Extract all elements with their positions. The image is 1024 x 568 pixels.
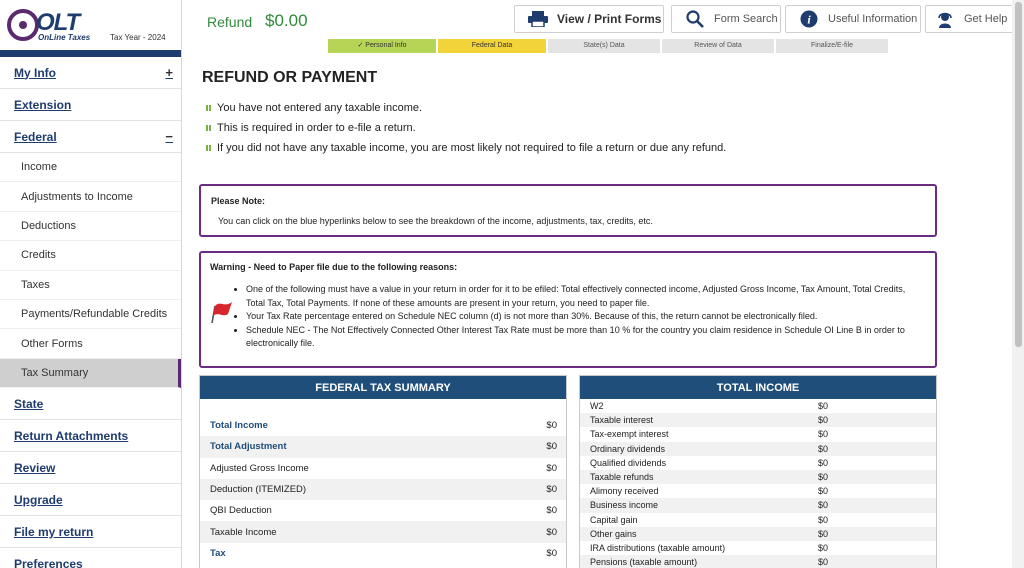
row-value: $0 <box>546 462 557 474</box>
bullet-text: This is required in order to e-file a return. <box>217 122 416 134</box>
sidebar-subitem-payments[interactable]: Payments/Refundable Credits <box>0 300 181 329</box>
sidebar-item-label: Upgrade <box>14 492 63 507</box>
tax-link[interactable]: Tax <box>210 547 226 559</box>
sidebar-item-federal[interactable] <box>0 121 181 153</box>
sidebar-subitem-other-forms[interactable]: Other Forms <box>0 329 181 358</box>
row-label: Capital gain <box>590 514 638 525</box>
total-income-panel <box>579 375 937 568</box>
row-label: Business income <box>590 500 659 511</box>
row-label: Taxable Income <box>210 526 277 538</box>
useful-information-label: Useful Information <box>828 13 918 25</box>
warning-title: Warning - Need to Paper file due to the following reasons: <box>210 262 458 272</box>
row-value: $0 <box>546 420 557 432</box>
sidebar-item-label: Extension <box>14 97 72 112</box>
step-finalize-efile[interactable]: Finalize/E-file <box>776 39 888 53</box>
sidebar-subitem-income[interactable]: Income <box>0 153 181 182</box>
row-value: $0 <box>818 557 829 568</box>
table-row <box>580 513 936 527</box>
sidebar-item-state[interactable] <box>0 388 181 420</box>
sidebar-item-label: File my return <box>14 524 94 539</box>
table-row <box>200 458 566 479</box>
total-adjustment-link[interactable]: Total Adjustment <box>210 441 287 453</box>
logo[interactable] <box>0 0 181 50</box>
page-scrollbar[interactable] <box>1012 0 1024 568</box>
sidebar-subitem-tax-summary[interactable]: Tax Summary <box>0 359 181 388</box>
bullet-text: If you did not have any taxable income, you are most likely not required to file a return or due any refund. <box>217 142 727 154</box>
row-label: Alimony received <box>590 486 659 497</box>
row-value: $0 <box>818 528 829 539</box>
table-row <box>580 456 936 470</box>
total-income-title: TOTAL INCOME <box>580 376 936 399</box>
row-value: $0 <box>546 441 557 453</box>
step-federal-data[interactable]: Federal Data <box>438 39 546 53</box>
warning-item: • One of the following must have a value in your return in order for it to be efiled: Total effectively connected income, Adjusted Gross Income, Tax Amount, Total Credits, Total Tax, Total Payments. If none of these amounts are present in your return, you need to paper file. <box>246 283 926 310</box>
sidebar-item-file-my-return[interactable] <box>0 516 181 548</box>
row-label: Tax-exempt interest <box>590 429 669 440</box>
row-label: Pensions (taxable amount) <box>590 557 698 568</box>
sidebar-item-extension[interactable] <box>0 89 181 121</box>
progress-steps <box>328 39 890 53</box>
sidebar-item-label: My Info <box>14 65 56 80</box>
table-row <box>200 479 566 500</box>
table-row <box>580 413 936 427</box>
sidebar-item-my-info[interactable] <box>0 57 181 89</box>
row-value: $0 <box>818 401 829 412</box>
row-label: IRA distributions (taxable amount) <box>590 542 726 553</box>
row-value: $0 <box>818 486 829 497</box>
row-value: $0 <box>546 547 557 559</box>
refund-label: Refund <box>207 14 253 30</box>
search-icon <box>684 11 706 27</box>
bullet-icon <box>206 145 212 151</box>
expand-icon[interactable]: + <box>165 65 173 80</box>
warning-list <box>236 283 926 351</box>
sidebar <box>0 0 182 568</box>
row-label: Taxable refunds <box>590 472 654 483</box>
sidebar-subitem-credits[interactable]: Credits <box>0 241 181 270</box>
row-label: W2 <box>590 401 604 412</box>
table-row <box>580 527 936 541</box>
printer-icon <box>527 11 549 27</box>
step-state-data[interactable]: State(s) Data <box>548 39 660 53</box>
logo-mark <box>7 9 39 41</box>
svg-text:i: i <box>807 12 811 27</box>
logo-divider-bar <box>0 50 181 57</box>
sidebar-item-label: Review <box>14 460 56 475</box>
table-row <box>580 555 936 568</box>
row-value: $0 <box>546 505 557 517</box>
warning-item: • Your Tax Rate percentage entered on Schedule NEC column (d) is not more than 30%. Because of this, the return cannot be electronically filed. <box>246 310 926 324</box>
useful-information-button[interactable] <box>785 5 921 33</box>
sidebar-item-label: Preferences <box>14 556 83 568</box>
info-bullet <box>206 122 416 134</box>
sidebar-item-label: Federal <box>14 129 57 144</box>
step-personal-info[interactable]: ✓ Personal Info <box>328 39 436 53</box>
sidebar-subitem-adjustments[interactable]: Adjustments to Income <box>0 182 181 211</box>
row-label: Other gains <box>590 528 637 539</box>
bullet-text: You have not entered any taxable income. <box>217 102 423 114</box>
support-agent-icon <box>934 11 956 27</box>
refund-amount: $0.00 <box>265 11 308 30</box>
row-label: Deduction (ITEMIZED) <box>210 484 307 496</box>
collapse-icon[interactable]: − <box>165 129 173 144</box>
sidebar-item-label: State <box>14 396 44 411</box>
sidebar-item-review[interactable] <box>0 452 181 484</box>
row-value: $0 <box>818 429 829 440</box>
bullet-icon <box>206 125 212 131</box>
logo-subtitle: OnLine Taxes <box>38 33 91 42</box>
row-value: $0 <box>818 415 829 426</box>
view-print-forms-label: View / Print Forms <box>557 12 662 26</box>
row-value: $0 <box>818 514 829 525</box>
row-value: $0 <box>818 457 829 468</box>
table-row <box>200 521 566 542</box>
table-row <box>200 543 566 564</box>
table-row <box>580 484 936 498</box>
table-row <box>580 541 936 555</box>
row-label: Ordinary dividends <box>590 443 666 454</box>
row-value: $0 <box>818 500 829 511</box>
please-note-box <box>199 184 937 237</box>
row-value: $0 <box>818 472 829 483</box>
get-help-label: Get Help <box>964 13 1008 25</box>
row-label: QBI Deduction <box>210 505 272 517</box>
row-value: $0 <box>818 443 829 454</box>
view-print-forms-button[interactable] <box>514 5 664 33</box>
sidebar-item-upgrade[interactable] <box>0 484 181 516</box>
warning-box <box>199 251 937 368</box>
row-value: $0 <box>546 526 557 538</box>
sidebar-item-label: Return Attachments <box>14 428 129 443</box>
table-row <box>200 436 566 457</box>
info-bullet <box>206 142 726 154</box>
form-search-label: Form Search <box>714 13 778 25</box>
get-help-button[interactable] <box>925 5 1013 33</box>
row-value: $0 <box>546 484 557 496</box>
table-row <box>200 500 566 521</box>
federal-tax-summary-title: FEDERAL TAX SUMMARY <box>200 376 566 399</box>
table-row <box>200 415 566 436</box>
logo-text: OLT <box>36 9 80 36</box>
form-search-button[interactable] <box>671 5 781 33</box>
federal-tax-summary-panel <box>199 375 567 568</box>
sidebar-item-return-attachments[interactable] <box>0 420 181 452</box>
table-row <box>580 427 936 441</box>
table-row <box>580 442 936 456</box>
row-value: $0 <box>818 542 829 553</box>
sidebar-subitem-deductions[interactable]: Deductions <box>0 212 181 241</box>
note-title: Please Note: <box>211 196 266 206</box>
table-row <box>580 498 936 512</box>
step-review-of-data[interactable]: Review of Data <box>662 39 774 53</box>
total-income-link[interactable]: Total Income <box>210 420 268 432</box>
table-row <box>580 399 936 413</box>
scrollbar-thumb[interactable] <box>1015 2 1022 347</box>
table-row <box>580 470 936 484</box>
row-label: Taxable interest <box>590 415 654 426</box>
sidebar-subitem-taxes[interactable]: Taxes <box>0 271 181 300</box>
page-title: REFUND OR PAYMENT <box>202 69 378 86</box>
tax-year-label: Tax Year - 2024 <box>110 33 166 42</box>
info-bullet <box>206 102 422 114</box>
red-flag-icon <box>209 298 233 329</box>
sidebar-item-preferences[interactable] <box>0 548 181 568</box>
row-label: Qualified dividends <box>590 457 667 468</box>
bullet-icon <box>206 105 212 111</box>
warning-item: • Schedule NEC - The Not Effectively Connected Other Interest Tax Rate must be more than 10 % for the country you claim residence in Schedule OI Line B in order to electronically file. <box>246 324 926 351</box>
info-icon <box>798 11 820 27</box>
note-text: You can click on the blue hyperlinks below to see the breakdown of the income, adjustments, tax, credits, etc. <box>218 216 653 226</box>
row-label: Adjusted Gross Income <box>210 462 309 474</box>
